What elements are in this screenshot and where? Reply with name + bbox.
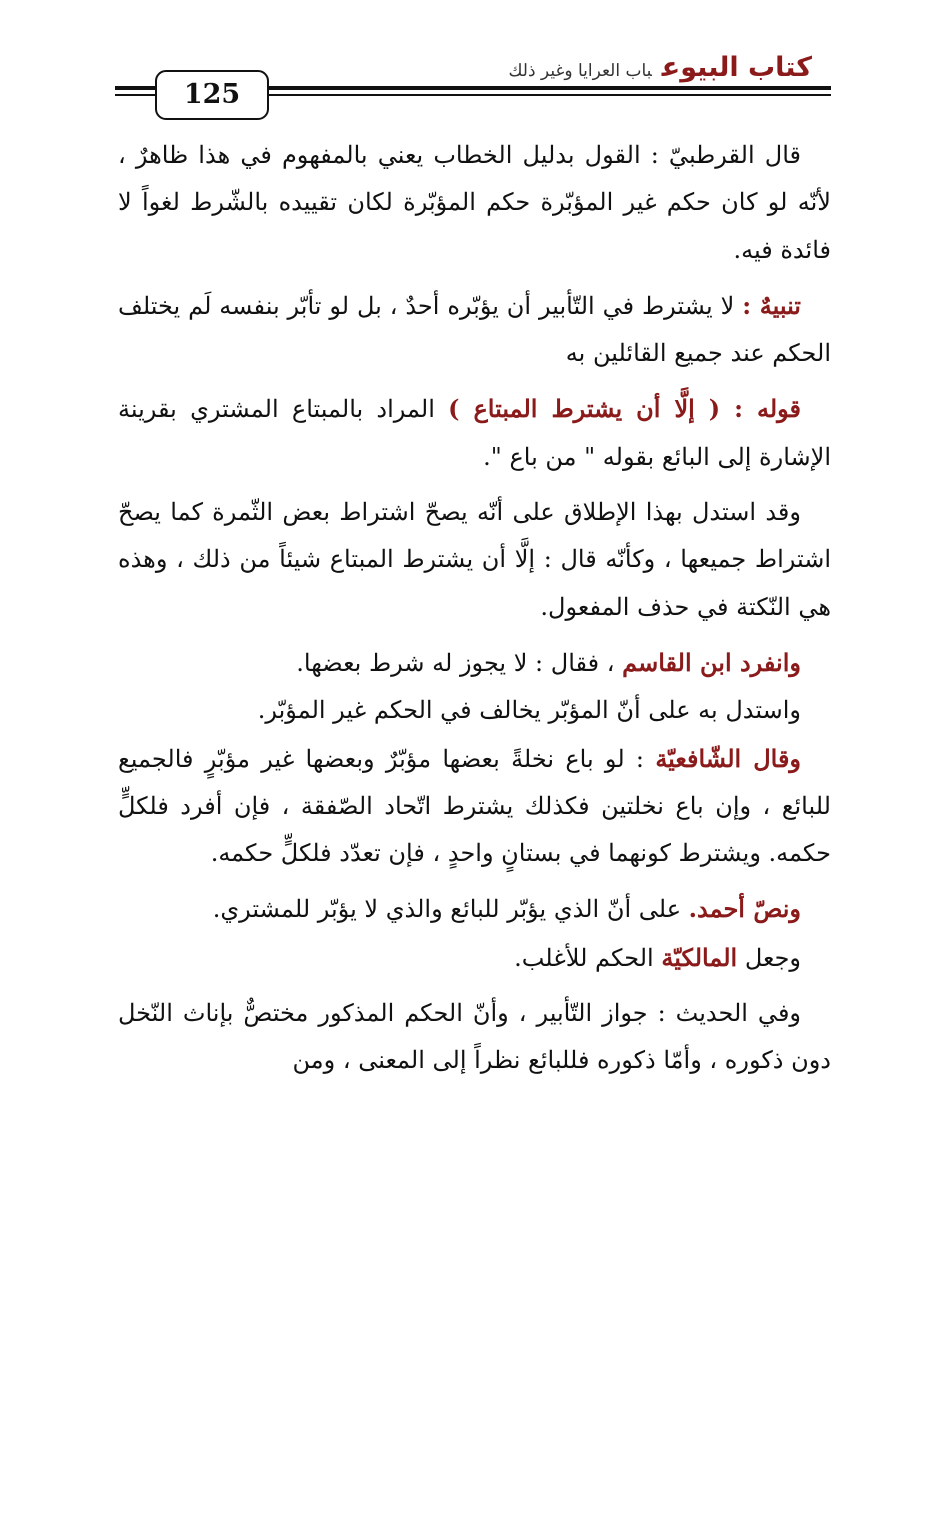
paragraph xyxy=(118,990,831,1085)
chapter-title: باب العرايا وغير ذلك xyxy=(508,61,652,81)
book-title: كتاب البيوع xyxy=(661,52,812,83)
paragraph xyxy=(118,282,831,378)
page-number: 125 xyxy=(155,70,269,120)
paragraph xyxy=(118,934,831,982)
page-header xyxy=(0,0,945,130)
scholar-name: وانفرد ابن القاسم xyxy=(622,647,801,677)
quote-heading: قوله : ( إلَّا أن يشترط المبتاع ) xyxy=(448,394,802,424)
note-heading: تنبيهٌ : xyxy=(742,290,801,320)
paragraph xyxy=(118,489,831,631)
paragraph-text: ، فقال : لا يجوز له شرط بعضها. xyxy=(296,648,623,677)
paragraph-text: قال القرطبيّ : القول بدليل الخطاب يعني بالمفهوم في هذا ظاهرٌ ، لأنّه لو كان حكم غير المؤبّرة حكم المؤبّرة لكان تقييده بالشّرط لغواً لا فائدة فيه. xyxy=(118,141,831,264)
paragraph-text: على أنّ الذي يؤبّر للبائع والذي لا يؤبّر للمشتري. xyxy=(212,895,689,924)
paragraph-text: واستدل به على أنّ المؤبّر يخالف في الحكم غير المؤبّر. xyxy=(257,696,801,725)
scholar-name: ونصّ أحمد. xyxy=(688,894,801,924)
paragraph xyxy=(118,639,831,687)
paragraph-text: وفي الحديث : جواز التّأبير ، وأنّ الحكم المذكور مختصٌّ بإناث النّخل دون ذكوره ، وأمّا ذكوره فللبائع نظراً إلى المعنى ، ومن xyxy=(118,999,831,1075)
paragraph-text: المراد بالمبتاع المشتري بقرينة الإشارة إلى البائع بقوله " من باع ". xyxy=(118,395,831,471)
paragraph-text: : لو باع نخلةً بعضها مؤبّرٌ وبعضها غير مؤبّرٍ فالجميع للبائع ، وإن باع نخلتين فكذلك يشترط اتّحاد الصّفقة ، فإن أفرد فلكلٍّ حكمه. ويشترط كونهما في بستانٍ واحدٍ ، فإن تعدّد فلكلٍّ حكمه. xyxy=(118,744,831,868)
paragraph xyxy=(118,687,831,734)
paragraph-text: وقد استدل بهذا الإطلاق على أنّه يصحّ اشتراط بعض الثّمرة كما يصحّ اشتراط جميعها ، وكأنّه قال : إلَّا أن يشترط المبتاع شيئاً من ذلك ، وهذه هي النّكتة في حذف المفعول. xyxy=(118,498,831,621)
paragraph xyxy=(118,385,831,481)
running-title xyxy=(508,52,812,83)
paragraph xyxy=(118,735,831,878)
page-body xyxy=(118,132,831,1085)
paragraph-text: الحكم للأغلب. xyxy=(514,943,662,972)
school-name: المالكيّة xyxy=(661,942,738,972)
paragraph-text: لا يشترط في التّأبير أن يؤبّره أحدٌ ، بل لو تأبّر بنفسه لَم يختلف الحكم عند جميع القائلين به xyxy=(118,291,831,368)
paragraph xyxy=(118,132,831,274)
school-name: وقال الشّافعيّة xyxy=(655,743,802,773)
paragraph-text: وجعل xyxy=(737,943,801,972)
paragraph xyxy=(118,885,831,933)
